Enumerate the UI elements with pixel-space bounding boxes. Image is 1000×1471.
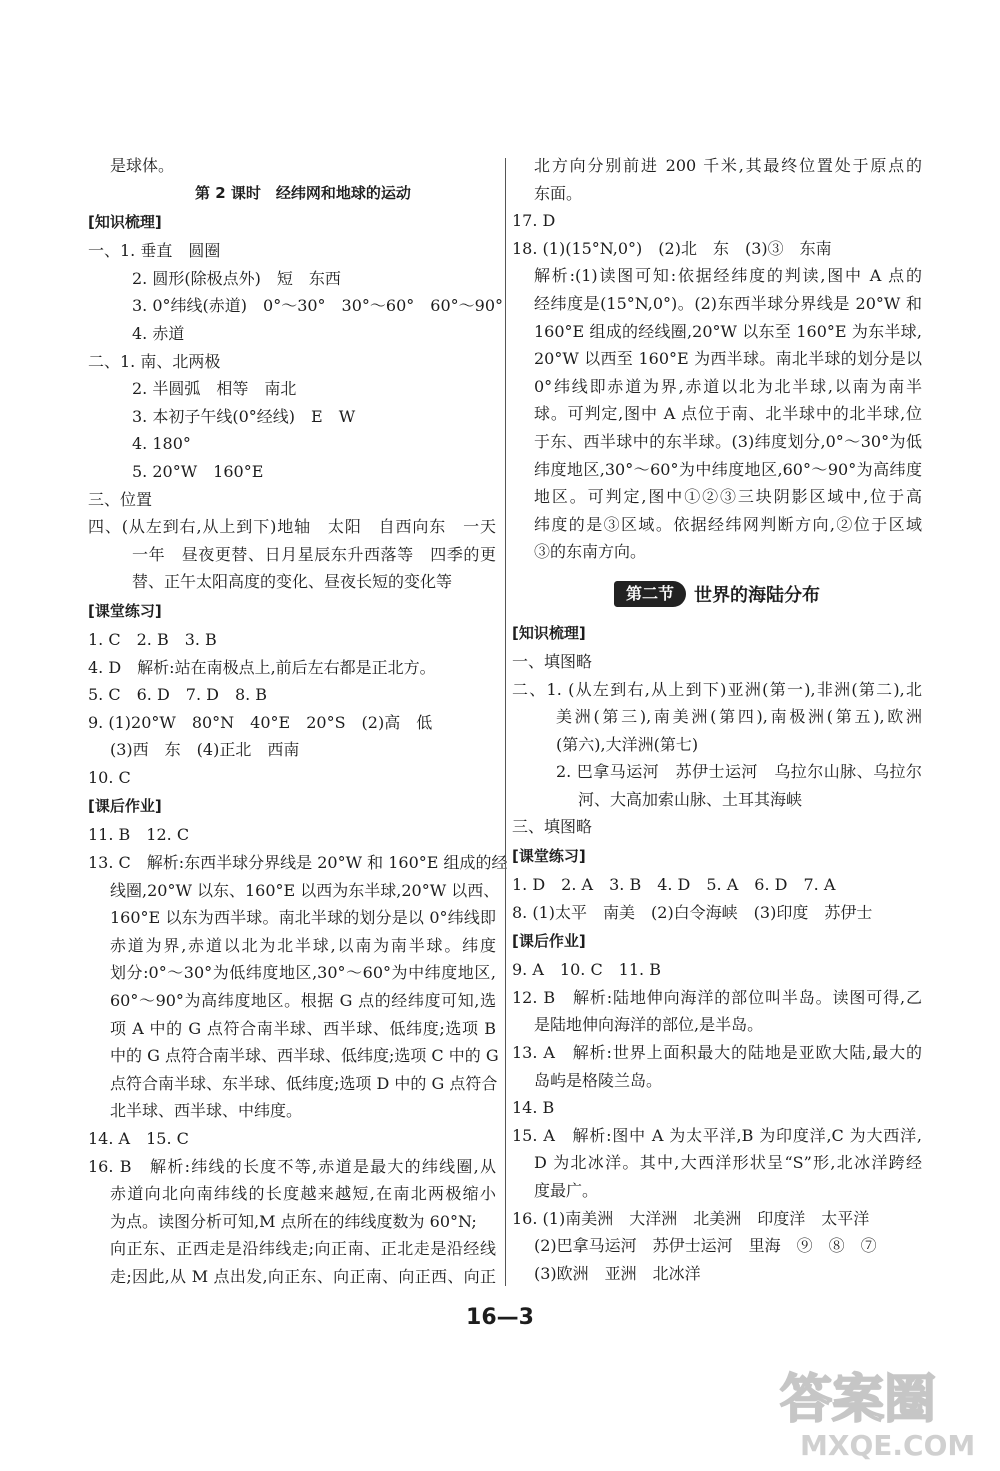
text-line: 9. A 10. C 11. B bbox=[512, 960, 661, 980]
watermark-url: MXQE.COM bbox=[800, 1429, 976, 1462]
section-label: [课堂练习] bbox=[512, 847, 586, 866]
text-line: 于东、西半球中的东半球。(3)纬度划分,0°～30°为低 bbox=[534, 431, 922, 451]
text-line: 14. B bbox=[512, 1098, 555, 1118]
text-line: (第六),大洋洲(第七) bbox=[556, 734, 699, 754]
text-line: 走;因此,从 M 点出发,向正东、向正南、向正西、向正 bbox=[110, 1266, 496, 1286]
text-line: 1. D 2. A 3. B 4. D 5. A 6. D 7. A bbox=[512, 875, 836, 895]
text-line: 一、填图略 bbox=[512, 651, 593, 671]
text-line: 三、填图略 bbox=[512, 817, 593, 837]
text-line: 东面。 bbox=[534, 183, 583, 203]
text-line: 15. A 解析:图中 A 为太平洋,B 为印度洋,C 为大西洋, bbox=[512, 1125, 922, 1145]
text-line: 赤道为界,赤道以北为北半球,以南为南半球。纬度 bbox=[110, 935, 496, 955]
text-line: 2. 半圆弧 相等 南北 bbox=[132, 379, 297, 399]
text-line: 球。可判定,图中 A 点位于南、北半球中的北半球,位 bbox=[534, 404, 922, 424]
right-column-top bbox=[512, 152, 922, 566]
text-line: 14. A 15. C bbox=[88, 1129, 189, 1148]
text-line: 河、大高加索山脉、土耳其海峡 bbox=[578, 789, 803, 809]
text-line: 二、1. 南、北两极 bbox=[88, 351, 221, 371]
section-badge: 第二节 bbox=[614, 581, 686, 607]
text-line: (3)西 东 (4)正北 西南 bbox=[110, 740, 300, 760]
text-line: 划分:0°～30°为低纬度地区,30°～60°为中纬度地区, bbox=[110, 963, 496, 983]
text-line: 12. B 解析:陆地伸向海洋的部位叫半岛。读图可得,乙 bbox=[512, 987, 922, 1007]
lesson-title: 第 2 课时 经纬网和地球的运动 bbox=[195, 183, 411, 202]
section-label: [课后作业] bbox=[88, 797, 162, 816]
watermark-text: 答案圈 bbox=[780, 1370, 937, 1430]
left-column bbox=[88, 152, 508, 1291]
text-line: 四、(从左到右,从上到下)地轴 太阳 自西向东 一天 bbox=[88, 517, 496, 537]
text-line: 4. D 解析:站在南极点上,前后左右都是正北方。 bbox=[88, 657, 436, 677]
text-line: 向正东、正西走是沿纬线走;向正南、正北走是沿经线 bbox=[110, 1239, 496, 1259]
text-line: 13. C 解析:东西半球分界线是 20°W 和 160°E 组成的经 bbox=[88, 853, 508, 873]
section-label: [知识梳理] bbox=[512, 623, 586, 642]
text-line: 岛屿是格陵兰岛。 bbox=[534, 1070, 663, 1090]
text-line: 北方向分别前进 200 千米,其最终位置处于原点的 bbox=[534, 156, 922, 175]
text-line: 16. (1)南美洲 大洋洲 北美洲 印度洋 太平洋 bbox=[512, 1208, 870, 1228]
text-line: 4. 赤道 bbox=[132, 323, 185, 343]
text-line: 是陆地伸向海洋的部位,是半岛。 bbox=[534, 1015, 764, 1035]
text-line: 纬度地区,30°～60°为中纬度地区,60°～90°为高纬度 bbox=[534, 459, 922, 479]
text-line: (3)欧洲 亚洲 北冰洋 bbox=[534, 1263, 701, 1283]
text-line: 9. (1)20°W 80°N 40°E 20°S (2)高 低 bbox=[88, 712, 433, 732]
text-line: 18. (1)(15°N,0°) (2)北 东 (3)③ 东南 bbox=[512, 238, 832, 258]
text-line: 替、正午太阳高度的变化、昼夜长短的变化等 bbox=[132, 572, 453, 592]
text-line: 解析:(1)读图可知:依据经纬度的判读,图中 A 点的 bbox=[534, 266, 922, 286]
watermark-logo bbox=[760, 1355, 990, 1465]
text-line: 0°纬线即赤道为界,赤道以北为北半球,以南为南半 bbox=[534, 376, 922, 396]
text-line: 3. 0°纬线(赤道) 0°～30° 30°～60° 60°～90° bbox=[132, 296, 503, 316]
section-label: [课后作业] bbox=[512, 932, 586, 951]
text-line: (2)巴拿马运河 苏伊士运河 里海 ⑨ ⑧ ⑦ bbox=[534, 1236, 877, 1256]
text-line: 10. C bbox=[88, 767, 131, 787]
column-divider bbox=[505, 158, 506, 1286]
text-line: 地区。可判定,图中①②③三块阴影区域中,位于高 bbox=[534, 487, 922, 507]
section-label: [知识梳理] bbox=[88, 213, 162, 232]
section-title: 世界的海陆分布 bbox=[694, 584, 820, 606]
text-line: D 为北冰洋。其中,大西洋形状呈“S”形,北冰洋跨经 bbox=[534, 1153, 922, 1173]
section-label: [课堂练习] bbox=[88, 601, 162, 620]
text-line: 1. C 2. B 3. B bbox=[88, 629, 217, 649]
text-line: 2. 巴拿马运河 苏伊士运河 乌拉尔山脉、乌拉尔 bbox=[556, 762, 922, 782]
text-line: 3. 本初子午线(0°经线) E W bbox=[132, 406, 356, 426]
text-line: 4. 180° bbox=[132, 434, 191, 454]
text-line: 5. 20°W 160°E bbox=[132, 461, 264, 481]
text-line: 纬度的是③区域。依据经纬网判断方向,②位于区域 bbox=[534, 514, 922, 534]
text-line: 60°～90°为高纬度地区。根据 G 点的经纬度可知,选 bbox=[110, 991, 496, 1011]
text-line: 16. B 解析:纬线的长度不等,赤道是最大的纬线圈,从 bbox=[88, 1156, 496, 1176]
text-line: 项 A 中的 G 点符合南半球、西半球、低纬度;选项 B bbox=[110, 1018, 496, 1038]
text-line: 是球体。 bbox=[110, 156, 175, 175]
text-line: 度最广。 bbox=[534, 1181, 599, 1200]
right-column-bottom bbox=[512, 618, 922, 1287]
text-line: 为点。读图分析可知,M 点所在的纬线度数为 60°N; bbox=[110, 1211, 477, 1231]
text-line: 160°E 以东为西半球。南北半球的划分是以 0°纬线即 bbox=[110, 908, 496, 928]
text-line: 北半球、西半球、中纬度。 bbox=[110, 1101, 303, 1121]
page-number: 16—3 bbox=[466, 1305, 534, 1330]
text-line: 美洲(第三),南美洲(第四),南极洲(第五),欧洲 bbox=[556, 707, 922, 727]
text-line: 三、位置 bbox=[88, 489, 153, 509]
text-line: 13. A 解析:世界上面积最大的陆地是亚欧大陆,最大的 bbox=[512, 1043, 922, 1063]
text-line: 一、1. 垂直 圆圈 bbox=[88, 241, 221, 261]
right-column bbox=[512, 152, 922, 1287]
text-line: 一年 昼夜更替、日月星辰东升西落等 四季的更 bbox=[132, 544, 496, 564]
text-line: 17. D bbox=[512, 211, 556, 231]
text-line: 二、1. (从左到右,从上到下)亚洲(第一),非洲(第二),北 bbox=[512, 679, 922, 699]
text-line: 160°E 组成的经线圈,20°W 以东至 160°E 为东半球, bbox=[534, 321, 922, 341]
text-line: 中的 G 点符合南半球、西半球、低纬度;选项 C 中的 G bbox=[110, 1046, 499, 1066]
text-line: 赤道向北向南纬线的长度越来越短,在南北两极缩小 bbox=[110, 1184, 496, 1204]
text-line: 8. (1)太平 南美 (2)白令海峡 (3)印度 苏伊士 bbox=[512, 902, 873, 922]
text-line: 2. 圆形(除极点外) 短 东西 bbox=[132, 268, 341, 288]
text-line: 经纬度是(15°N,0°)。(2)东西半球分界线是 20°W 和 bbox=[534, 293, 922, 313]
text-line: 点符合南半球、东半球、低纬度;选项 D 中的 G 点符合 bbox=[110, 1073, 498, 1093]
section-heading bbox=[512, 572, 922, 616]
text-line: 线圈,20°W 以东、160°E 以西为东半球,20°W 以西、 bbox=[110, 880, 500, 900]
text-line: 5. C 6. D 7. D 8. B bbox=[88, 685, 268, 705]
text-line: 20°W 以西至 160°E 为西半球。南北半球的划分是以 bbox=[534, 349, 922, 369]
text-line: 11. B 12. C bbox=[88, 825, 190, 845]
text-line: ③的东南方向。 bbox=[534, 542, 647, 562]
